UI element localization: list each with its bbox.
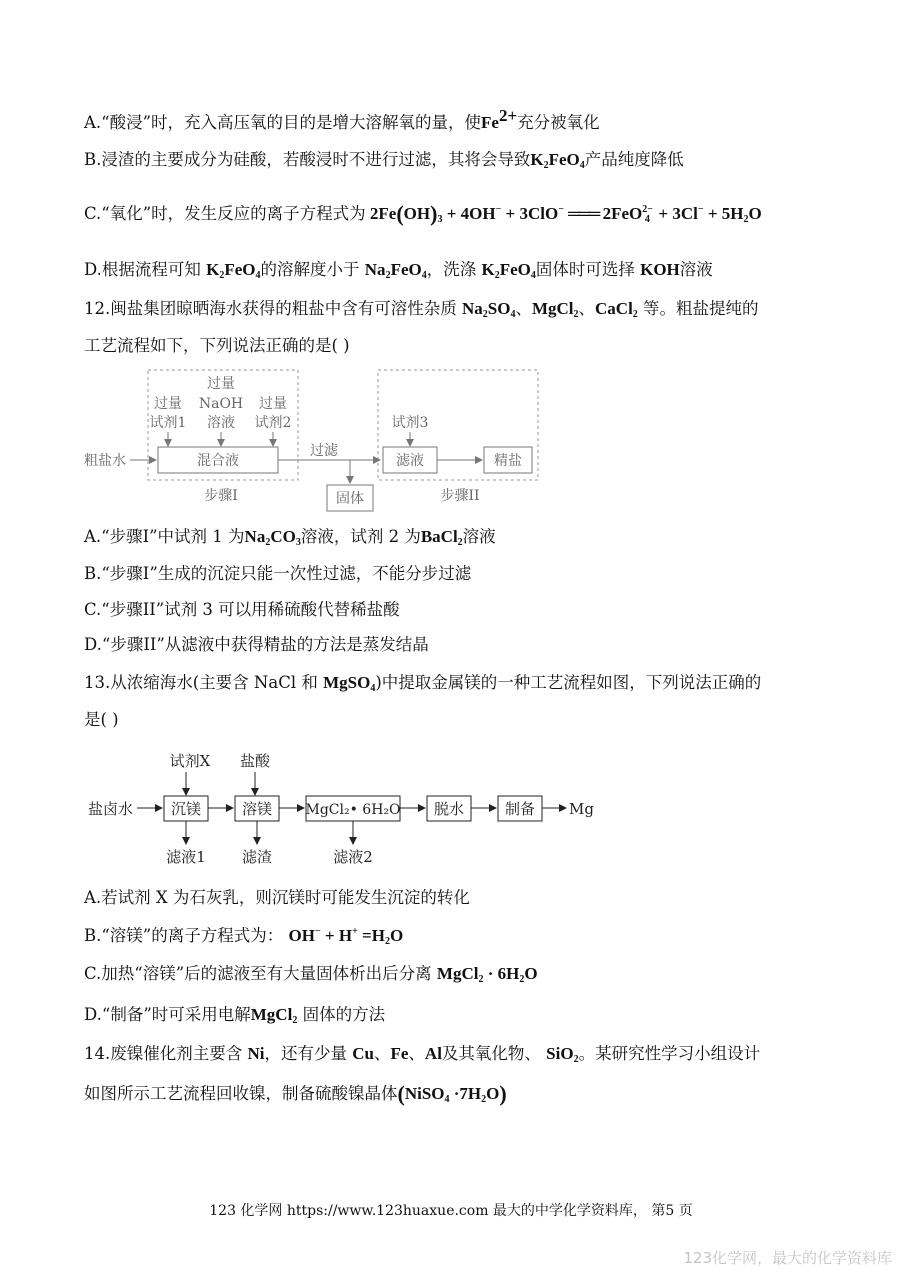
q13-flow-diagram [82,748,622,873]
q12-option-c: C.“步骤II”试剂 3 可以用稀硫酸代替稀盐酸 [84,600,400,619]
q12-flow-diagram [80,368,560,516]
q11-option-d: D.根据流程可知 $K_2FeO_4$的溶解度小于 $Na_2FeO_4$，洗涤 $K_2FeO_4$固体时可选择 KOH溶液 [84,260,713,281]
mg-product-label: Mg [569,800,594,818]
reagent1-label: 试剂1 [149,415,187,431]
page-footer: 123 化学网 https://www.123huaxue.com 最大的中学化学资料库， 第5 页 [209,1203,693,1219]
q12-option-d: D.“步骤II”从滤液中获得精盐的方法是蒸发结晶 [84,635,429,654]
q12-option-b: B.“步骤I”生成的沉淀只能一次性过滤，不能分步过滤 [84,564,472,583]
q13-stem-line1: 13.从浓缩海水(主要含 NaCl 和 MgSO$_4$)中提取金属镁的一种工艺流程如图，下列说法正确的 [84,673,762,694]
q12-stem-line1: 12.闽盐集团晾晒海水获得的粗盐中含有可溶性杂质 $Na_2SO_4$、MgCl$_2$、CaCl$_2$ 等。粗盐提纯的 [84,299,759,320]
hydrochloric-acid-label: 盐酸 [239,752,271,770]
ionic-equation: $2Fe(OH)_3 + 4OH^- + 3ClO^-$ ═══ $2FeO^{2-}_4 + 3Cl^- + 5H_2O$ [365,201,762,226]
q11-option-a: A.“酸浸”时，充入高压氧的目的是增大溶解氧的量，使$Fe^{2+}$充分被氧化 [84,106,600,132]
mixture-label: 混合液 [197,453,239,469]
filtration-label: 过滤 [310,443,338,459]
q13-option-c: C.加热“溶镁”后的滤液至有大量固体析出后分离 MgCl$_2$ · $6H_2O$ [84,964,538,985]
q13-stem-line2: 是( ) [84,710,119,729]
precipitate-mg-label: 沉镁 [170,800,202,818]
q11-option-c: C.“氧化”时，发生反应的离子方程式为 $2Fe(OH)_3 + 4OH^- + 3ClO^-$ ═══ $2FeO^{2-}_4 + 3Cl^- + 5H_2O$ [84,201,762,226]
q13-option-d: D.“制备”时可采用电解MgCl$_2$ 固体的方法 [84,1005,386,1026]
preparation-label: 制备 [504,800,536,818]
q14-stem-line2: 如图所示工艺流程回收镍，制备硫酸镍晶体(NiSO$_4$ $\cdot 7H_2O$) [84,1081,507,1106]
reagent2-excess-label: 过量 [259,396,287,412]
reagent2-label: 试剂2 [254,415,292,431]
filtrate-label: 滤液 [396,453,424,469]
mgcl2-hydrate-label: MgCl₂• 6H₂O [305,802,401,818]
brine-label: 盐卤水 [88,800,134,818]
reagent-x-label: 试剂X [169,752,211,770]
dissolve-mg-label: 溶镁 [241,800,273,818]
q12-option-a: A.“步骤I”中试剂 1 为$Na_2CO_3$溶液，试剂 2 为BaCl$_2$溶液 [84,527,496,548]
q13-option-a: A.若试剂 X 为石灰乳，则沉镁时可能发生沉淀的转化 [84,888,470,907]
q11-option-b: B.浸渣的主要成分为硅酸，若酸浸时不进行过滤，其将会导致$K_2FeO_4$产品纯度降低 [84,150,684,171]
crude-brine-label: 粗盐水 [84,453,126,469]
naoh-solution-label: 溶液 [207,415,235,431]
filtrate2-label: 滤液2 [333,848,373,866]
q12-stem-line2: 工艺流程如下，下列说法正确的是( ) [84,336,350,355]
q13-option-b: B.“溶镁”的离子方程式为： $OH^- + H^+ =H_2O$ [84,926,404,947]
solid-label: 固体 [336,491,364,507]
step2-label: 步骤II [440,488,480,504]
naoh-excess-label: 过量 [207,376,235,392]
reagent3-label: 试剂3 [391,415,429,431]
dehydration-label: 脱水 [433,800,465,818]
watermark: 123化学网，最大的化学资料库 [683,1249,892,1267]
reagent1-excess-label: 过量 [154,396,182,412]
filtrate1-label: 滤液1 [166,848,206,866]
step1-label: 步骤I [204,488,238,504]
residue-label: 滤渣 [241,848,273,866]
q14-stem-line1: 14.废镍催化剂主要含 Ni，还有少量 Cu、Fe、Al及其氧化物、 SiO$_2$。某研究性学习小组设计 [84,1044,761,1065]
refined-salt-label: 精盐 [494,453,522,469]
naoh-label: NaOH [198,396,244,412]
